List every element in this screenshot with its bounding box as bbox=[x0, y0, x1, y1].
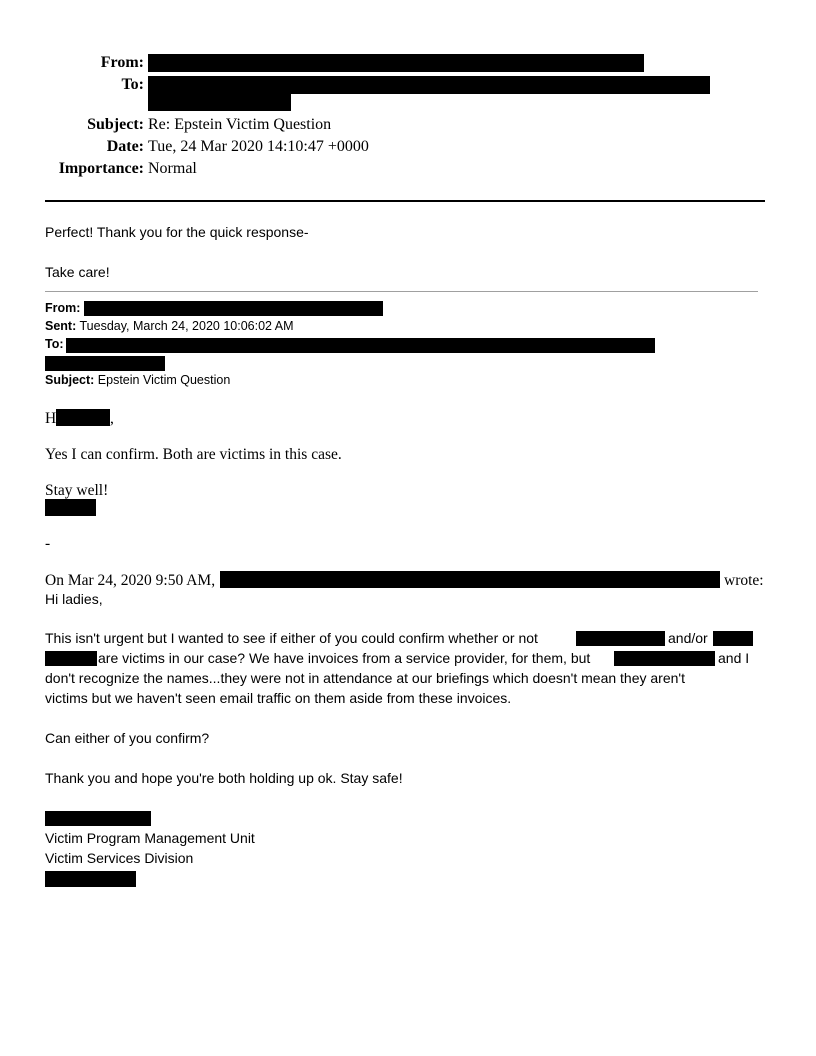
fwd-to-label: To: bbox=[45, 337, 64, 351]
fwd-greeting-start: H bbox=[45, 410, 57, 427]
fwd-from-label: From: bbox=[45, 301, 81, 315]
redaction-fwd-to-line2 bbox=[45, 356, 165, 371]
sig-division: Victim Services Division bbox=[45, 850, 194, 866]
fwd-signoff: Stay well! bbox=[45, 482, 109, 499]
forward-divider bbox=[45, 291, 758, 292]
redaction-fwd-to bbox=[66, 338, 655, 353]
sig-unit: Victim Program Management Unit bbox=[45, 830, 255, 846]
original-p1-b: and/or bbox=[668, 630, 708, 646]
reply-line-1: Perfect! Thank you for the quick response- bbox=[45, 224, 309, 240]
to-label: To: bbox=[121, 76, 144, 93]
importance-value: Normal bbox=[148, 160, 197, 177]
importance-label: Importance: bbox=[58, 160, 144, 177]
redaction-sig-contact bbox=[45, 871, 136, 887]
redaction-fwd-from bbox=[84, 301, 383, 316]
original-p1-f: victims but we haven't seen email traffic on them aside from these invoices. bbox=[45, 690, 512, 706]
redaction-fwd-signature bbox=[45, 499, 96, 516]
redaction-name-2-cont bbox=[45, 651, 97, 666]
original-p1-e: don't recognize the names...they were not in attendance at our briefings which doesn't mean they aren't bbox=[45, 670, 685, 686]
fwd-sent-line: Sent: Tuesday, March 24, 2020 10:06:02 AM bbox=[45, 319, 294, 333]
redaction-to-line2 bbox=[148, 94, 291, 111]
original-p1-a: This isn't urgent but I wanted to see if either of you could confirm whether or not bbox=[45, 630, 538, 646]
redaction-from bbox=[148, 54, 644, 72]
fwd-body: Yes I can confirm. Both are victims in this case. bbox=[45, 446, 342, 463]
subject-label: Subject: bbox=[87, 116, 144, 133]
original-on-text: On Mar 24, 2020 9:50 AM, bbox=[45, 572, 216, 589]
redaction-sig-name bbox=[45, 811, 151, 826]
date-value: Tue, 24 Mar 2020 14:10:47 +0000 bbox=[148, 138, 369, 155]
redaction-greeting-name bbox=[56, 409, 110, 426]
subject-value: Re: Epstein Victim Question bbox=[148, 116, 332, 133]
original-p3: Thank you and hope you're both holding up ok. Stay safe! bbox=[45, 770, 403, 786]
redaction-original-sender bbox=[220, 571, 720, 588]
original-greeting: Hi ladies, bbox=[45, 591, 103, 607]
from-label: From: bbox=[100, 54, 144, 71]
original-p1-d: and I bbox=[718, 650, 750, 666]
redaction-name-2 bbox=[713, 631, 753, 646]
original-p1-c: are victims in our case? We have invoices from a service provider, for them, but bbox=[98, 650, 591, 666]
fwd-greeting-end: , bbox=[110, 410, 114, 427]
header-divider bbox=[45, 200, 765, 202]
original-p2: Can either of you confirm? bbox=[45, 730, 210, 746]
redaction-to bbox=[148, 76, 710, 94]
fwd-subject-line: Subject: Epstein Victim Question bbox=[45, 373, 231, 387]
reply-line-2: Take care! bbox=[45, 264, 110, 280]
date-label: Date: bbox=[106, 138, 144, 155]
fwd-dash: - bbox=[45, 535, 51, 552]
original-wrote: wrote: bbox=[724, 572, 764, 589]
redaction-name-1 bbox=[576, 631, 665, 646]
redaction-provider bbox=[614, 651, 715, 666]
